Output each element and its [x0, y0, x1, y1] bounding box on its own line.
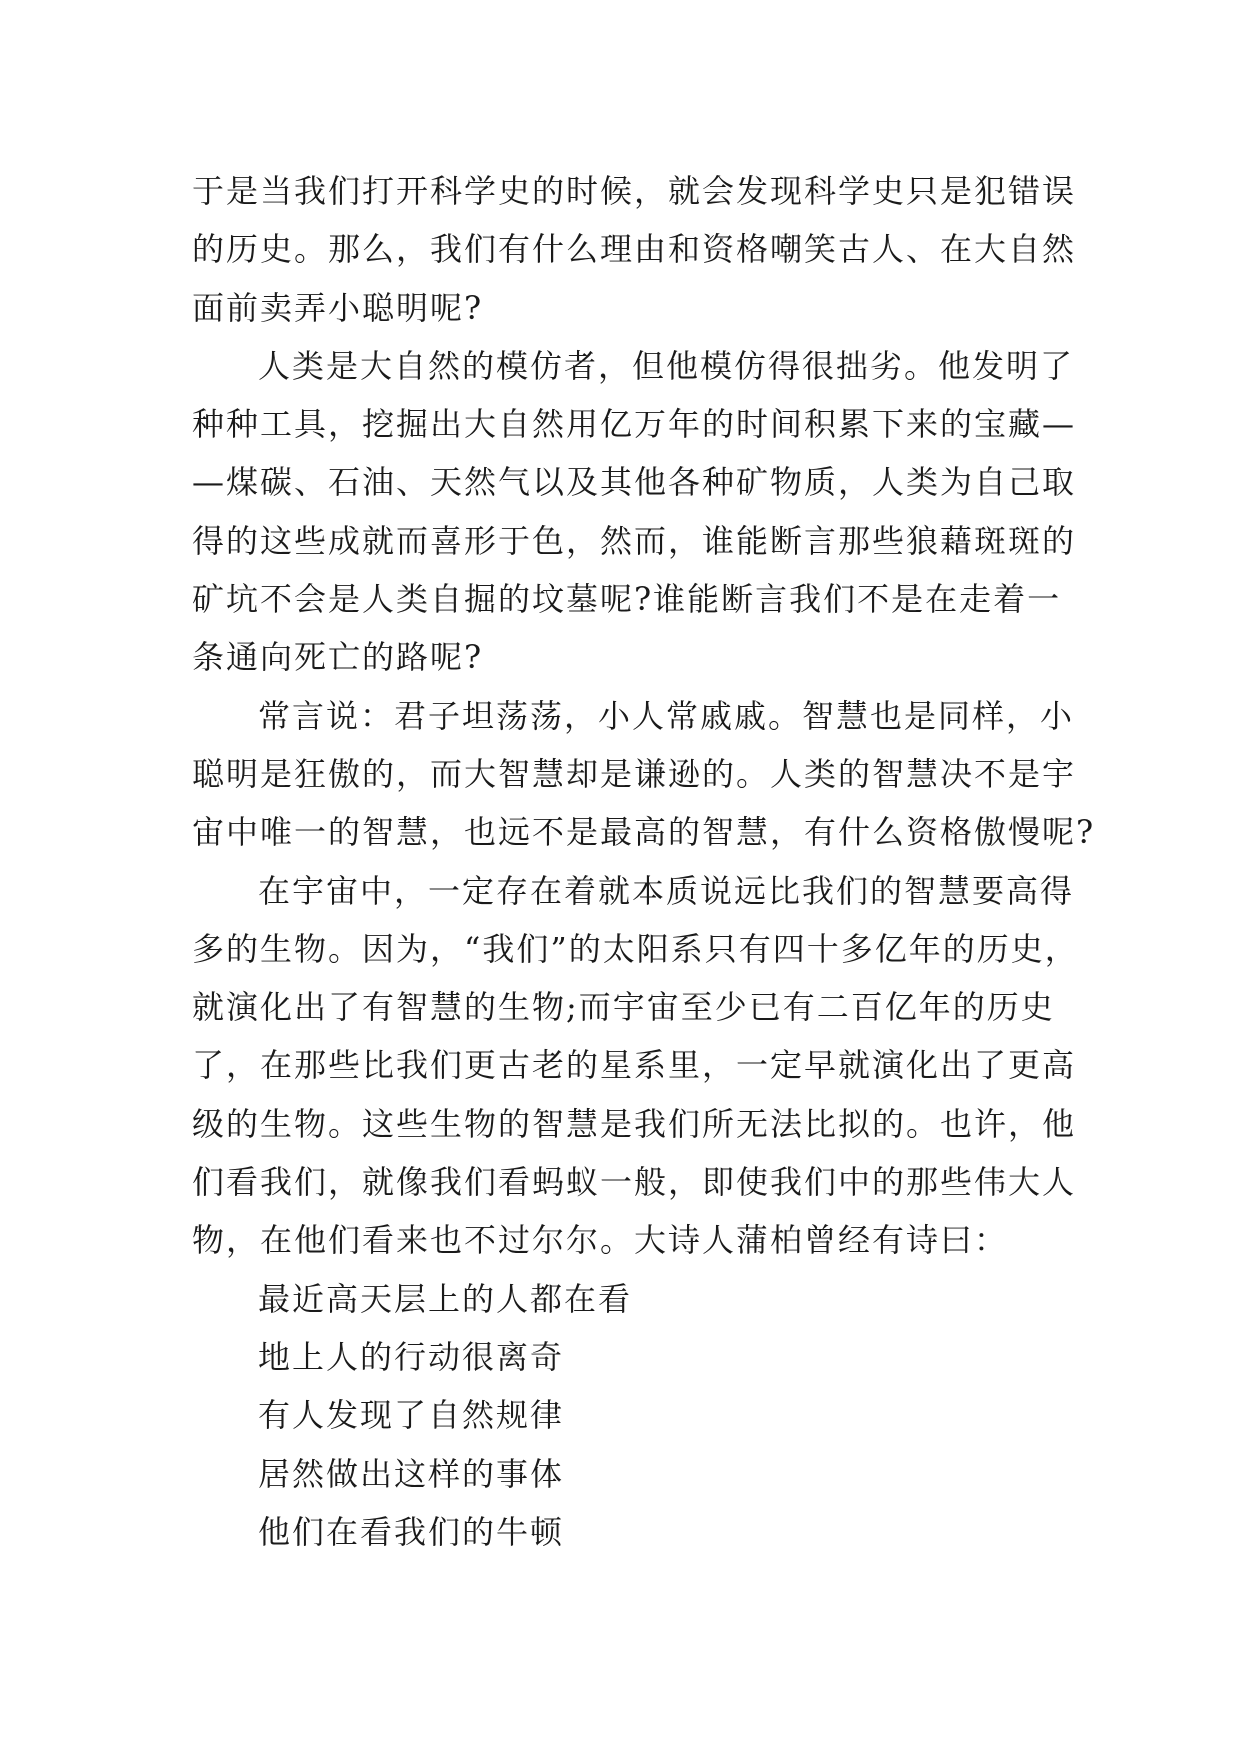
paragraph-first-line: 常言说：君子坦荡荡，小人常戚戚。智慧也是同样，小 [258, 696, 1075, 735]
poem-line: 最近高天层上的人都在看 [258, 1279, 633, 1318]
text-line: 得的这些成就而喜形于色，然而，谁能断言那些狼藉斑斑的 [192, 521, 1077, 560]
text-line: 就演化出了有智慧的生物;而宇宙至少已有二百亿年的历史 [192, 988, 1055, 1027]
text-line: 聪明是狂傲的，而大智慧却是谦逊的。人类的智慧决不是宇 [192, 754, 1077, 793]
text-line: 宙中唯一的智慧，也远不是最高的智慧，有什么资格傲慢呢? [192, 813, 1096, 852]
poem-line: 地上人的行动很离奇 [258, 1337, 565, 1376]
poem-line: 他们在看我们的牛顿 [258, 1512, 565, 1551]
text-line: 的历史。那么，我们有什么理由和资格嘲笑古人、在大自然 [192, 230, 1077, 269]
poem-line: 居然做出这样的事体 [258, 1454, 565, 1493]
text-line: 条通向死亡的路呢? [192, 638, 484, 677]
text-line: 们看我们，就像我们看蚂蚁一般，即使我们中的那些伟大人 [192, 1163, 1077, 1202]
text-line: 了，在那些比我们更古老的星系里，一定早就演化出了更高 [192, 1046, 1077, 1085]
poem-line: 有人发现了自然规律 [258, 1396, 565, 1435]
text-line: 级的生物。这些生物的智慧是我们所无法比拟的。也许，他 [192, 1104, 1077, 1143]
text-line: 矿坑不会是人类自掘的坟墓呢?谁能断言我们不是在走着一 [192, 580, 1062, 619]
text-line: 物，在他们看来也不过尔尔。大诗人蒲柏曾经有诗曰： [192, 1221, 1009, 1260]
text-line: 于是当我们打开科学史的时候，就会发现科学史只是犯错误 [192, 172, 1077, 210]
paragraph-first-line: 人类是大自然的模仿者，但他模仿得很拙劣。他发明了 [258, 346, 1075, 385]
text-line: 种种工具，挖掘出大自然用亿万年的时间积累下来的宝藏— [192, 405, 1077, 444]
document-body [192, 162, 1096, 1561]
text-line: 面前卖弄小聪明呢? [192, 288, 484, 327]
text-line: 多的生物。因为，“我们”的太阳系只有四十多亿年的历史， [192, 929, 1079, 968]
text-line: —煤碳、石油、天然气以及其他各种矿物质，人类为自己取 [192, 463, 1077, 502]
paragraph-first-line: 在宇宙中，一定存在着就本质说远比我们的智慧要高得 [258, 871, 1075, 910]
